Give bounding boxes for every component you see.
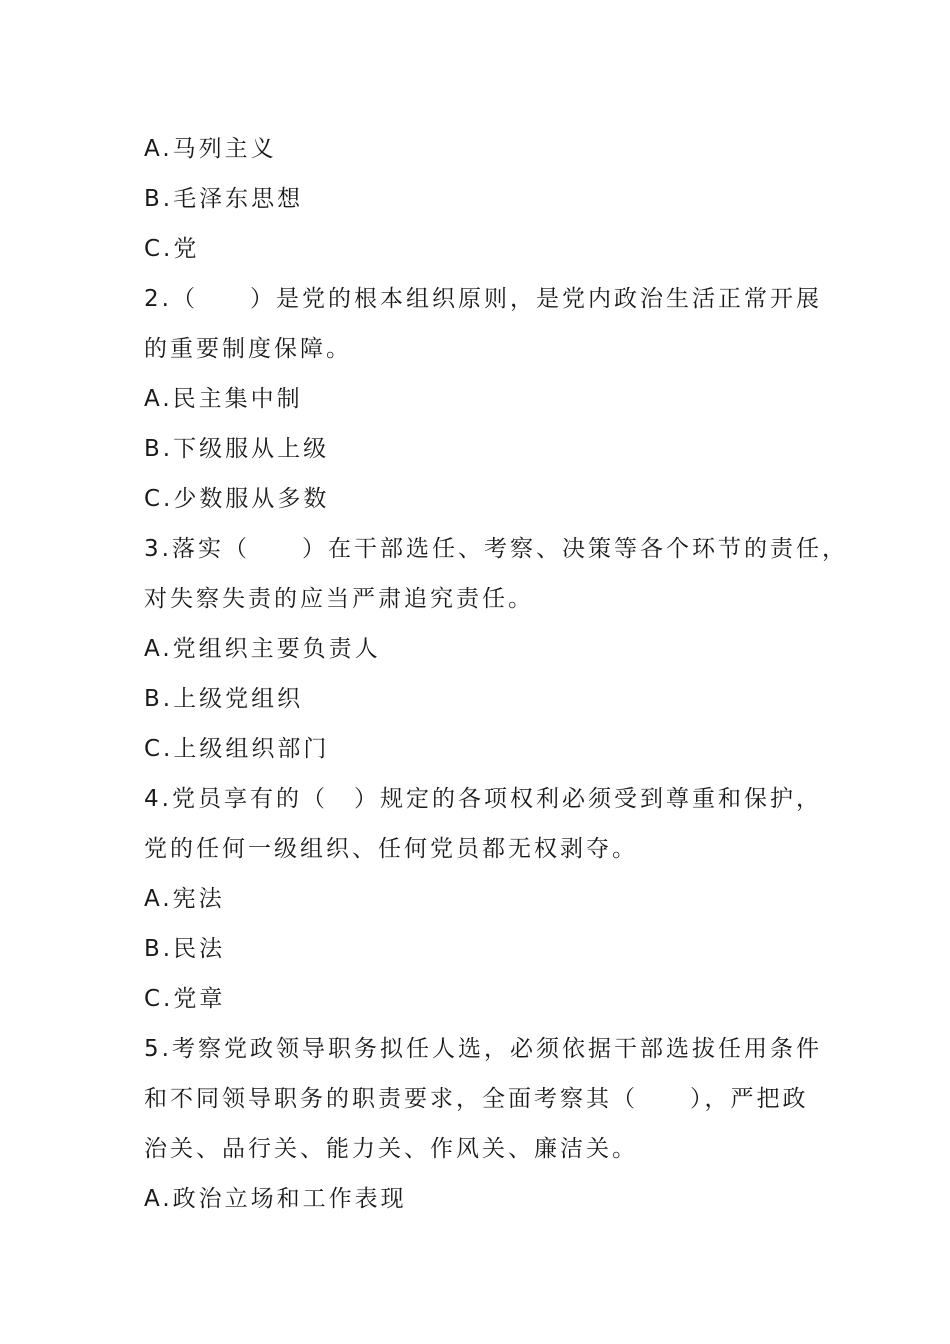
option-line: B.上级党组织 [144,686,304,712]
question-line: 4.党员享有的（ ）规定的各项权利必须受到尊重和保护， [144,786,822,812]
option-line: B.毛泽东思想 [144,186,304,212]
option-line: C.党章 [144,986,226,1012]
option-line: C.上级组织部门 [144,736,330,762]
question-line: 的重要制度保障。 [144,336,352,362]
question-line: 党的任何一级组织、任何党员都无权剥夺。 [144,836,638,862]
option-line: A.宪法 [144,886,225,912]
option-line: C.党 [144,236,200,262]
option-line: A.政治立场和工作表现 [144,1186,407,1212]
question-line: 对失察失责的应当严肃追究责任。 [144,586,534,612]
question-line: 3.落实（ ）在干部选任、考察、决策等各个环节的责任， [144,536,848,562]
option-line: A.民主集中制 [144,386,303,412]
question-line: 5.考察党政领导职务拟任人选，必须依据干部选拔任用条件 [144,1036,822,1062]
question-line: 治关、品行关、能力关、作风关、廉洁关。 [144,1136,638,1162]
option-line: A.党组织主要负责人 [144,636,381,662]
option-line: B.下级服从上级 [144,436,330,462]
question-line: 2.（ ）是党的根本组织原则，是党内政治生活正常开展 [144,286,822,312]
option-line: B.民法 [144,936,226,962]
option-line: A.马列主义 [144,136,277,162]
question-line: 和不同领导职务的职责要求，全面考察其（ ），严把政 [144,1086,809,1112]
document-page [144,124,848,1224]
option-line: C.少数服从多数 [144,486,330,512]
